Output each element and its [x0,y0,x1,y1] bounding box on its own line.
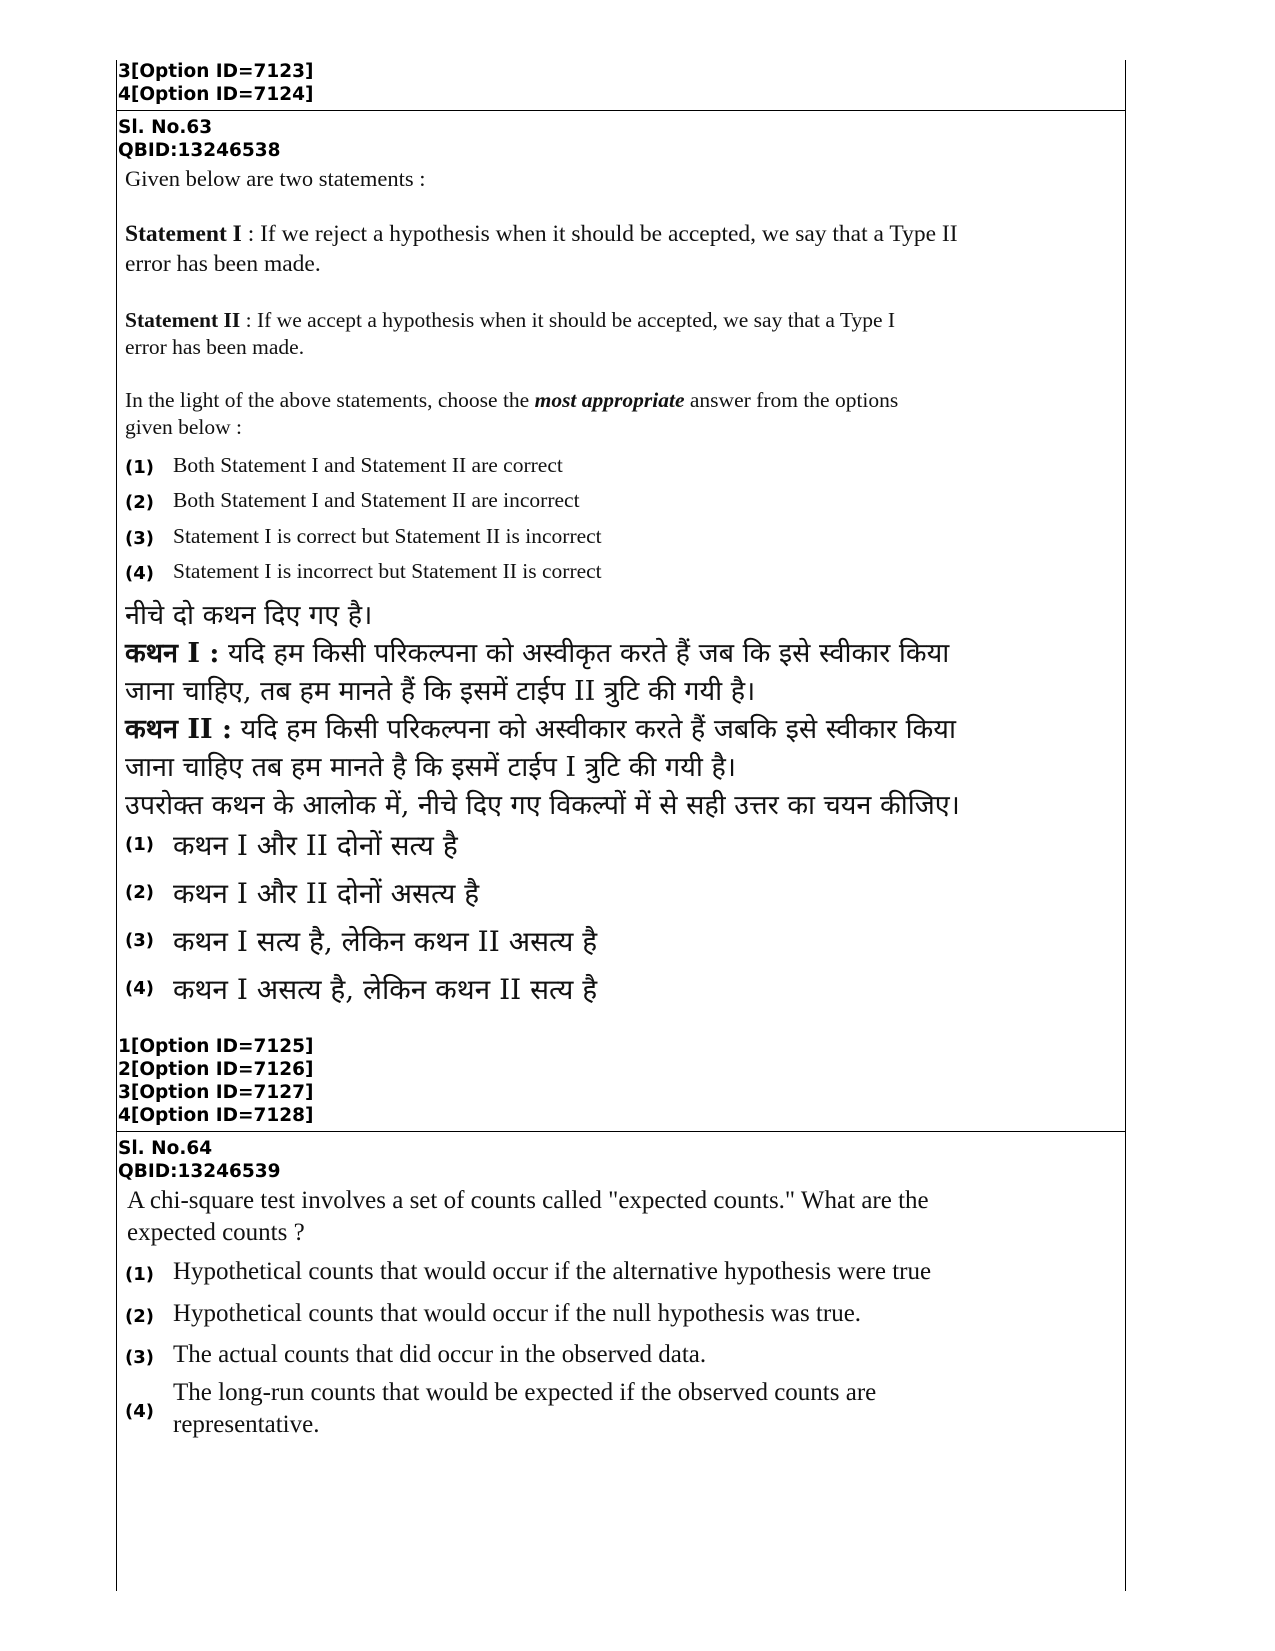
statement-1-label: Statement I [125,221,242,247]
qbid: QBID:13246539 [118,1161,281,1182]
option-number: (2) [125,1306,154,1327]
option-id: 1[Option ID=7125] [118,1036,314,1057]
option-number: (3) [125,528,154,549]
option-id: 4[Option ID=7128] [118,1105,314,1126]
hindi-statement-2-line2: जाना चाहिए तब हम मानते है कि इसमें टाईप I त्रुटि की गयी है। [125,752,737,783]
option-id: 2[Option ID=7126] [118,1059,314,1080]
statement-2-text: : If we accept a hypothesis when it should be accepted, we say that a Type I [240,308,896,332]
separator-line [116,110,1126,111]
option-number: (3) [125,1347,154,1368]
option-text: Hypothetical counts that would occur if the null hypothesis was true. [173,1300,862,1327]
serial-number: Sl. No.63 [118,117,213,138]
statement-2-label: Statement II [125,308,241,332]
option-number: (1) [125,1264,154,1285]
question-instruction: In the light of the above statements, choose the most appropriate answer from the options given below : [125,388,899,439]
option-text: Both Statement I and Statement II are incorrect [173,488,580,512]
hindi-intro: नीचे दो कथन दिए गए है। [125,600,373,631]
option-number: (4) [125,1401,154,1422]
option-number: (3) [125,930,154,951]
serial-number: Sl. No.64 [118,1138,213,1159]
separator-line [116,1131,1126,1132]
option-text: Hypothetical counts that would occur if the alternative hypothesis were true [173,1258,932,1285]
option-id: 3[Option ID=7127] [118,1082,314,1103]
option-text: कथन I सत्य है, लेकिन कथन II असत्य है [173,925,598,958]
option-id: 4[Option ID=7124] [118,84,314,105]
question-text: A chi-square test involves a set of counts called "expected counts." What are the expected counts ? [127,1187,929,1246]
option-text: The long-run counts that would be expected if the observed counts are representative. [173,1379,877,1438]
option-id: 3[Option ID=7123] [118,61,314,82]
option-text: Statement I is correct but Statement II is incorrect [173,524,602,548]
option-number: (4) [125,563,154,584]
statement-2 [125,307,895,361]
option-number: (1) [125,834,154,855]
option-id-list [118,1035,314,1127]
hindi-instruction: उपरोक्त कथन के आलोक में, नीचे दिए गए विकल्पों में से सही उत्तर का चयन कीजिए। [125,790,960,821]
option-number: (4) [125,978,154,999]
hindi-statement-1-text: यदि हम किसी परिकल्पना को अस्वीकृत करते हैं जब कि इसे स्वीकार किया [219,638,950,669]
option-text: कथन I असत्य है, लेकिन कथन II सत्य है [173,973,598,1006]
option-text: Both Statement I and Statement II are correct [173,453,563,477]
question-intro: Given below are two statements : [125,166,426,191]
emphasis-text: most appropriate [534,388,685,412]
option-text: The actual counts that did occur in the observed data. [173,1341,707,1368]
hindi-statement-1-label: कथन I : [125,638,220,669]
option-number: (2) [125,492,154,513]
hindi-statement-2-label: कथन II : [125,714,233,745]
statement-1 [125,219,958,279]
option-text: Statement I is incorrect but Statement II is correct [173,559,602,583]
question-header [118,1137,280,1183]
question-header [118,116,280,162]
prev-option-id-list [118,60,314,106]
statement-1-text: : If we reject a hypothesis when it should be accepted, we say that a Type II [241,221,958,247]
hindi-statement-2-text: यदि हम किसी परिकल्पना को अस्वीकार करते हैं जबकि इसे स्वीकार किया [232,714,956,745]
hindi-statement-1-line2: जाना चाहिए, तब हम मानते हैं कि इसमें टाईप II त्रुटि की गयी है। [125,676,756,707]
hindi-question-block [125,597,1115,825]
statement-2-text-line2: error has been made. [125,335,305,359]
option-text: कथन I और II दोनों सत्य है [173,829,458,862]
option-number: (2) [125,882,154,903]
qbid: QBID:13246538 [118,140,281,161]
option-text: कथन I और II दोनों असत्य है [173,877,480,910]
statement-1-text-line2: error has been made. [125,251,321,277]
option-number: (1) [125,457,154,478]
